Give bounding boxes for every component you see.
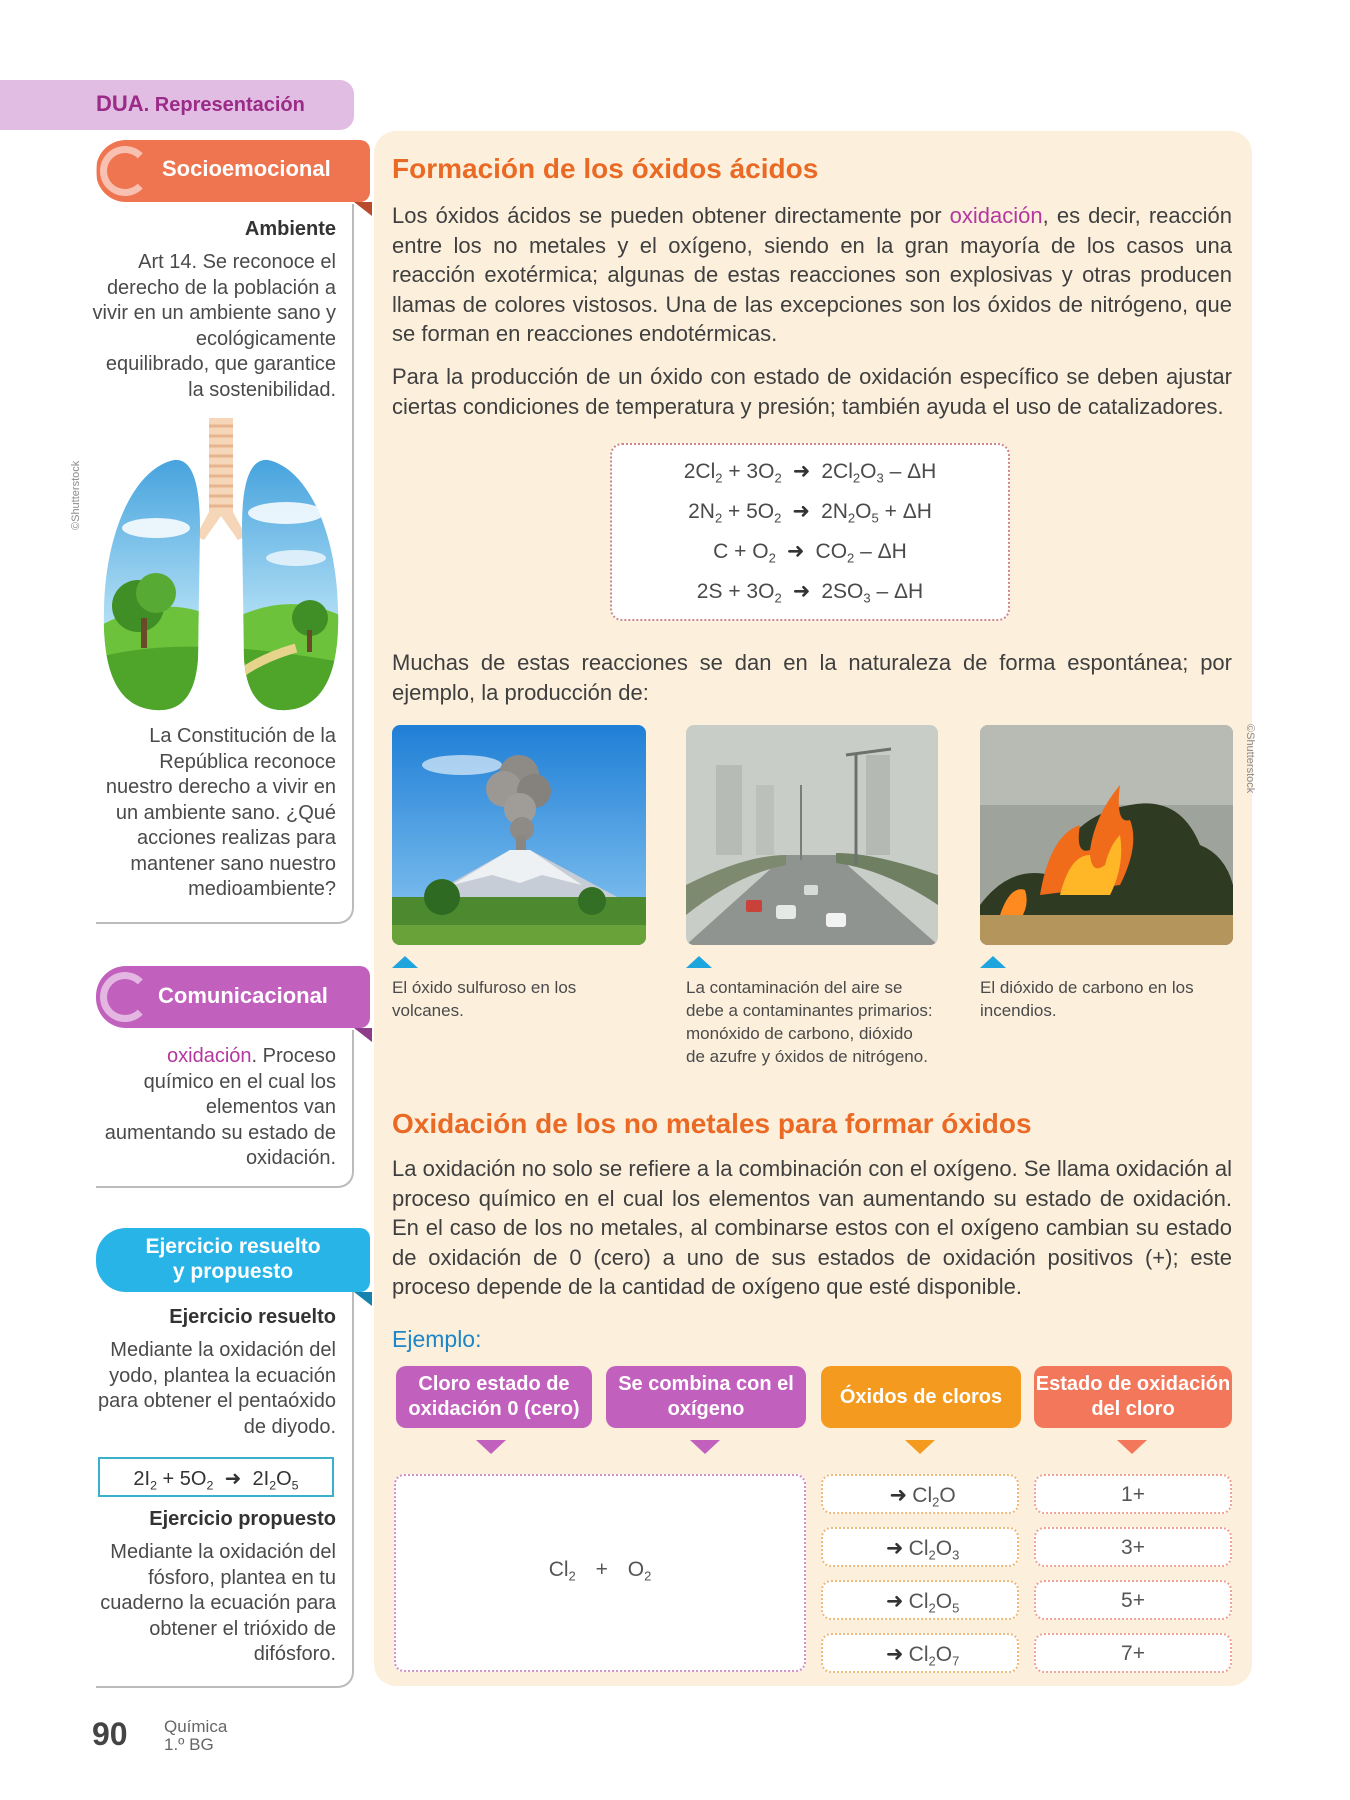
ic-bar-icon — [90, 148, 97, 194]
down-triangle-icon — [1117, 1440, 1147, 1454]
ejercicio-resuelto-equation: $2I_2 + 5O_2$ ➜ $2I_2O_5$ — [98, 1457, 334, 1497]
equations-box — [610, 443, 1010, 621]
ejercicio-header-line1: Ejercicio resuelto — [145, 1235, 321, 1258]
reactants-box — [394, 1474, 806, 1672]
caption-fire: El dióxido de carbono en los incendios. — [980, 978, 1194, 1020]
ambiente-title: Ambiente — [244, 218, 336, 240]
column-header-oxidos: Óxidos de cloros — [821, 1366, 1021, 1428]
section-title-oxidacion: Oxidación de los no metales para formar óxidos — [392, 1108, 1032, 1139]
ejercicio-resuelto-title: Ejercicio resuelto — [169, 1306, 336, 1328]
dua-tab — [0, 80, 354, 130]
product-cell: ➜ $Cl_2O$ — [821, 1474, 1019, 1514]
oxidacion-definition-text: . Proceso químico en el cual los elementos van aumentando su estado de oxidación. — [104, 1045, 336, 1169]
subject-level: 1.º BG — [164, 1735, 214, 1754]
ejercicio-header — [96, 1228, 370, 1292]
product-cell: ➜ $Cl_2O_5$ — [821, 1580, 1019, 1620]
caption-volcano: El óxido sulfuroso en los volcanes. — [392, 978, 577, 1020]
down-triangle-icon — [690, 1440, 720, 1454]
caption-marker-icon — [392, 956, 418, 968]
subject-name: Química — [164, 1717, 228, 1736]
paragraph-condiciones: Para la producción de un óxido con estado de oxidación específico se deben ajustar ciertas condiciones de temperatura y presión; también ayuda el uso de catalizadores. — [392, 364, 1232, 419]
dua-bold: DUA — [96, 91, 144, 116]
volcano-photo — [392, 725, 646, 945]
ejercicio-resuelto-text: Mediante la oxidación del yodo, plantea la ecuación para obtener el pentaóxido de diyodo. — [98, 1339, 336, 1438]
trachea-icon — [196, 418, 246, 540]
paragraph-1-end: , es decir, reacción entre los no metales y el oxígeno, siendo en la gran mayoría de los casos una reacción exotérmica; algunas de estas reacciones son explosivas y otras producen llamas de colores vistosos. Una de las excepciones son los óxidos de nitrógeno, que se forman en reacciones endotérmicas. — [392, 203, 1232, 346]
arrow-right-icon: ➜ — [885, 1537, 904, 1560]
paragraph-1-start: Los óxidos ácidos se pueden obtener directamente por — [392, 203, 950, 228]
equation-chlorine: $2Cl_2 + 3O_2$ ➜ $2Cl_2O_3$ – ΔH — [683, 460, 937, 486]
section-title-formacion: Formación de los óxidos ácidos — [392, 153, 819, 184]
photo-credit-left: ©Shutterstock — [70, 460, 82, 530]
arrow-right-icon: ➜ — [786, 540, 805, 563]
caption-smog: La contaminación del aire se debe a contaminantes primarios: monóxido de carbono, dióxido de azufre y óxidos de nitrógeno. — [686, 978, 933, 1066]
photo-credit-right: ©Shutterstock — [1244, 724, 1256, 794]
page-number: 90 — [92, 1716, 128, 1752]
arrow-right-icon: ➜ — [224, 1468, 242, 1490]
paragraph-naturaleza: Muchas de estas reacciones se dan en la naturaleza de forma espontánea; por ejemplo, la producción de: — [392, 650, 1232, 705]
example-label: Ejemplo: — [392, 1326, 482, 1352]
lungs-landscape-illustration — [96, 418, 346, 716]
subject-label — [164, 1718, 227, 1754]
down-triangle-icon — [476, 1440, 506, 1454]
equation-sulfur: $2S + 3O_2$ ➜ $2SO_3$ – ΔH — [696, 580, 924, 606]
oxidation-state-cell: 1+ — [1034, 1474, 1232, 1514]
paragraph-oxidos-acidos — [392, 201, 1232, 349]
product-cell: ➜ $Cl_2O_3$ — [821, 1527, 1019, 1567]
arrow-right-icon: ➜ — [792, 460, 811, 483]
comunicacional-header — [96, 966, 370, 1028]
ambiente-text: Art 14. Se reconoce el derecho de la población a vivir en un ambiente sano y ecológicamente equilibrado, que garantice la sostenibilidad. — [92, 251, 336, 401]
dua-rest: . Representación — [143, 94, 305, 116]
ejercicio-header-line2: y propuesto — [172, 1260, 294, 1283]
oxidation-state-cell: 3+ — [1034, 1527, 1232, 1567]
paragraph-oxidacion-no-metales: La oxidación no solo se refiere a la combinación con el oxígeno. Se llama oxidación al proceso químico en el cual los elementos van aumentando su estado de oxidación. En el caso de los no metales, al combinarse estos con el oxígeno cambian su estado de oxidación de 0 (cero) a uno de sus estados de oxidación positivos (+); este proceso depende de la cantidad de oxígeno que esté disponible. — [392, 1156, 1232, 1299]
socioemocional-label: Socioemocional — [162, 156, 331, 181]
oxidation-state-cell: 7+ — [1034, 1633, 1232, 1673]
reactants-formula: $Cl_2 + O_2$ — [548, 1558, 652, 1584]
product-cell: ➜ $Cl_2O_7$ — [821, 1633, 1019, 1673]
column-header-cloro: Cloro estado de oxidación 0 (cero) — [396, 1366, 592, 1428]
forest-fire-photo — [980, 725, 1233, 945]
ic-ring-icon — [100, 146, 150, 196]
smog-highway-photo — [686, 725, 938, 945]
oxidacion-glossary-link[interactable]: oxidación — [949, 203, 1043, 228]
equation-nitrogen: $2N_2 + 5O_2$ ➜ $2N_2O_5 + \Delta H$ — [688, 500, 932, 526]
ejercicio-propuesto-title: Ejercicio propuesto — [149, 1508, 336, 1530]
arrow-right-icon: ➜ — [889, 1484, 908, 1507]
down-triangle-icon — [905, 1440, 935, 1454]
column-header-combina: Se combina con el oxígeno — [606, 1366, 806, 1428]
oxidation-state-cell: 5+ — [1034, 1580, 1232, 1620]
arrow-right-icon: ➜ — [792, 580, 811, 603]
comunicacional-label: Comunicacional — [158, 983, 328, 1008]
caption-marker-icon — [686, 956, 712, 968]
arrow-right-icon: ➜ — [792, 500, 811, 523]
c-ring-icon — [100, 972, 150, 1022]
constitucion-question: La Constitución de la República reconoce nuestro derecho a vivir en un ambiente sano. ¿Qué acciones realizas para mantener sano nuestro medioambiente? — [105, 725, 336, 900]
arrow-right-icon: ➜ — [885, 1643, 904, 1666]
ejercicio-propuesto-text: Mediante la oxidación del fósforo, plantea en tu cuaderno la ecuación para obtener el trióxido de difósforo. — [100, 1541, 336, 1665]
oxidacion-term: oxidación — [167, 1045, 252, 1067]
column-header-estado: Estado de oxidación del cloro — [1034, 1366, 1232, 1428]
oxidacion-definition — [96, 1044, 336, 1172]
socioemocional-header — [96, 140, 370, 202]
equation-carbon: $C + O_2$ ➜ $CO_2$ – ΔH — [713, 540, 907, 566]
arrow-right-icon: ➜ — [885, 1590, 904, 1613]
caption-marker-icon — [980, 956, 1006, 968]
